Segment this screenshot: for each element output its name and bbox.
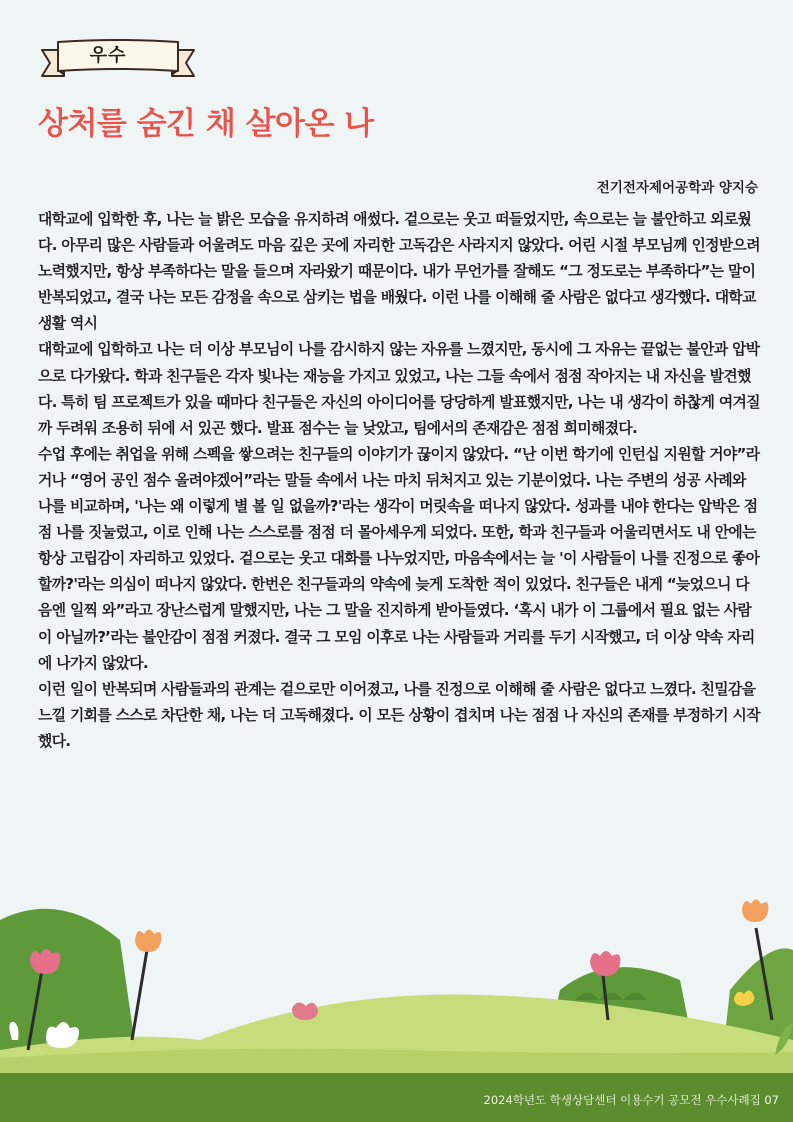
decorative-hills-illustration xyxy=(0,880,793,1080)
paragraph: 수업 후에는 취업을 위해 스펙을 쌓으려는 친구들의 이야기가 끊이지 않았다. “난 이번 학기에 인턴십 지원할 거야”라거나 “영어 공인 점수 올려야겠어”라는 말들 속에서 나는 마치 뒤처지고 있는 기분이었다. 나는 주변의 성공 사례와 나를 비교하며, '나는 왜 이렇게 별 볼 일 없을까?'라는 생각이 머릿속을 떠나지 않았다. 성과를 내야 한다는 압박은 점점 나를 짓눌렀고, 이로 인해 나는 스스로를 점점 더 몰아세우게 되었다. 또한, 학과 친구들과 어울리면서도 내 안에는 항상 고립감이 자리하고 있었다. 겉으로는 웃고 대화를 나누었지만, 마음속에서는 늘 '이 사람들이 나를 진정으로 좋아할까?'라는 의심이 떠나지 않았다. 한번은 친구들과의 약속에 늦게 도착한 적이 있었다. 친구들은 내게 “늦었으니 다음엔 일찍 와”라고 장난스럽게 말했지만, 나는 그 말을 진지하게 받아들였다. ‘혹시 내가 이 그룹에서 필요 없는 사람이 아닐까?’라는 불안감이 점점 커졌다. 결국 그 모임 이후로 나는 사람들과 거리를 두기 시작했고, 더 이상 약속 자리에 나가지 않았다. xyxy=(38,445,760,672)
footer-caption: 2024학년도 학생상담센터 이용수기 공모전 우수사례집 07 xyxy=(483,1093,779,1107)
paragraph: 이런 일이 반복되며 사람들과의 관계는 겉으로만 이어졌고, 나를 진정으로 이해해 줄 사람은 없다고 느꼈다. 친밀감을 느낄 기회를 스스로 차단한 채, 나는 더 고독해졌다. 이 모든 상황이 겹치며 나는 점점 나 자신의 존재를 부정하기 시작했다. xyxy=(38,680,760,750)
author-byline: 전기전자제어공학과 양지승 xyxy=(596,180,758,196)
paragraph: 대학교에 입학한 후, 나는 늘 밝은 모습을 유지하려 애썼다. 겉으로는 웃고 떠들었지만, 속으로는 늘 불안하고 외로웠다. 아무리 많은 사람들과 어울려도 마음 깊은 곳에 자리한 고독감은 사라지지 않았다. 어린 시절 부모님께 인정받으려 노력했지만, 항상 부족하다는 말을 들으며 자라왔기 때문이다. 내가 무언가를 잘해도 “그 정도로는 부족하다”는 말이 반복되었고, 결국 나는 모든 감정을 속으로 삼키는 법을 배웠다. 이런 나를 이해해 줄 사람은 없다고 생각했다. 대학교 생활 역시 xyxy=(38,211,760,333)
footer-band xyxy=(0,1073,793,1122)
paragraph: 대학교에 입학하고 나는 더 이상 부모님이 나를 감시하지 않는 자유를 느꼈지만, 동시에 그 자유는 끝없는 불안과 압박으로 다가왔다. 학과 친구들은 각자 빛나는 재능을 가지고 있었고, 나는 그들 속에서 점점 작아지는 내 자신을 발견했다. 특히 팀 프로젝트가 있을 때마다 친구들은 자신의 아이디어를 당당하게 발표했지만, 나는 내 생각이 하찮게 여겨질까 두려워 조용히 뒤에 서 있곤 했다. 발표 점수는 늘 낮았고, 팀에서의 존재감은 점점 희미해졌다. xyxy=(38,341,760,437)
essay-body xyxy=(38,207,760,755)
award-badge-label: 우수 xyxy=(89,45,127,66)
essay-title: 상처를 숨긴 채 살아온 나 xyxy=(38,106,374,142)
